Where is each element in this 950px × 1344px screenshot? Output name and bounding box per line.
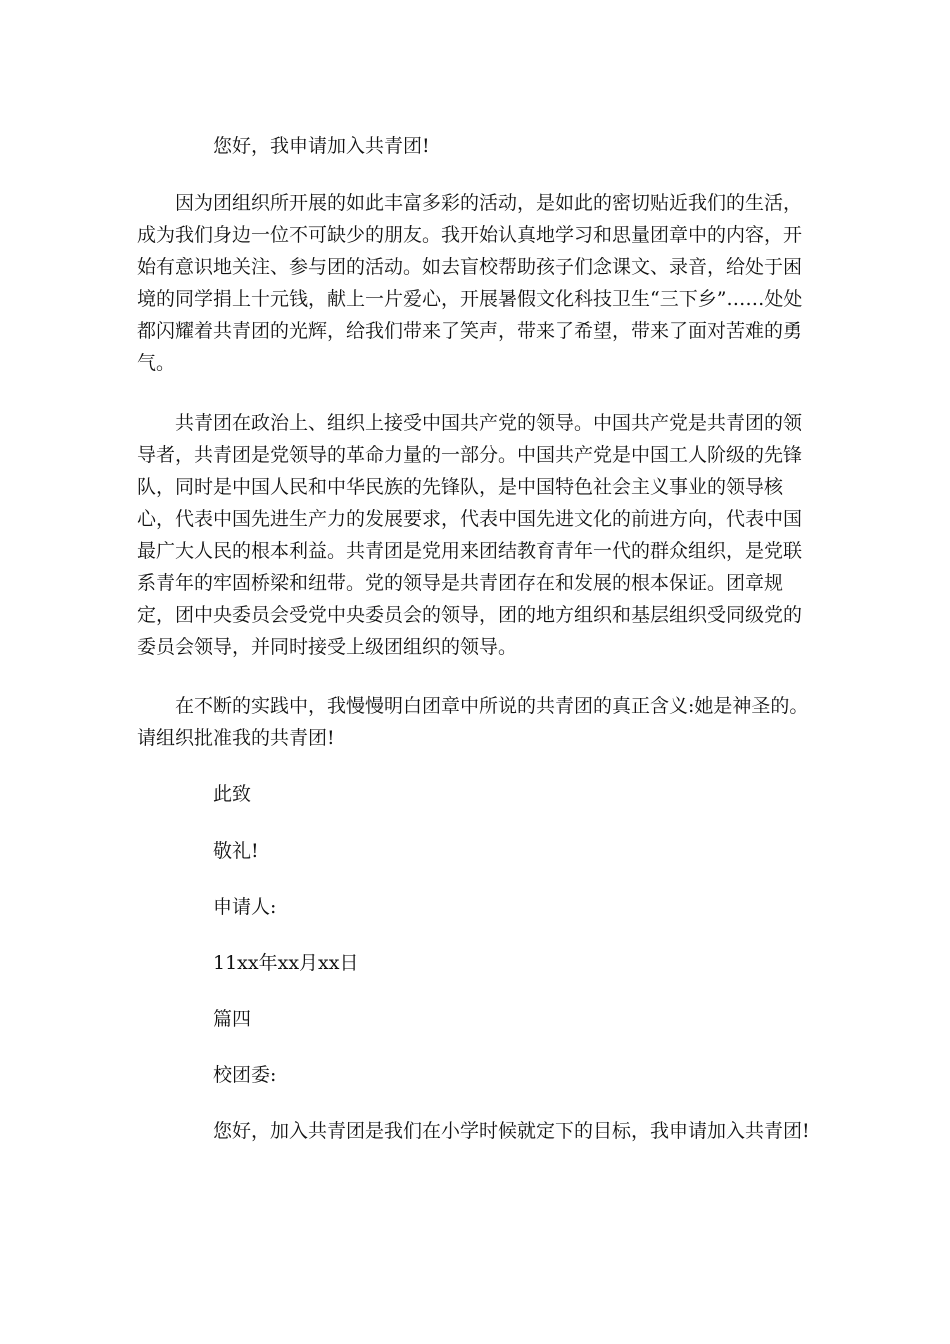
- section-title: 篇四: [213, 1008, 252, 1030]
- final-greeting-line: 您好，加入共青团是我们在小学时候就定下的目标，我申请加入共青团!: [213, 1120, 810, 1142]
- applicant-label: 申请人:: [213, 896, 277, 918]
- closing-line-2: 敬礼!: [213, 840, 259, 862]
- greeting-line: 您好，我申请加入共青团!: [213, 135, 430, 157]
- closing-line-1: 此致: [213, 783, 252, 805]
- addressee-line: 校团委:: [213, 1064, 277, 1086]
- paragraph-conclusion: 在不断的实践中，我慢慢明白团章中所说的共青团的真正含义:她是神圣的。请组织批准我的共青团!: [137, 695, 809, 749]
- date-line: 11xx年xx月xx日: [213, 952, 359, 974]
- paragraph-activities: 因为团组织所开展的如此丰富多彩的活动，是如此的密切贴近我们的生活，成为我们身边一位不可缺少的朋友。我开始认真地学习和思量团章中的内容，开始有意识地关注、参与团的活动。如去盲校帮助孩子们念课文、录音，给处于困境的同学捐上十元钱，献上一片爱心，开展暑假文化科技卫生“三下乡”……处处都闪耀着共青团的光辉，给我们带来了笑声，带来了希望，带来了面对苦难的勇气。: [137, 192, 803, 374]
- paragraph-party-leadership: 共青团在政治上、组织上接受中国共产党的领导。中国共产党是共青团的领导者，共青团是党领导的革命力量的一部分。中国共产党是中国工人阶级的先锋队，同时是中国人民和中华民族的先锋队，是中国特色社会主义事业的领导核心，代表中国先进生产力的发展要求，代表中国先进文化的前进方向，代表中国最广大人民的根本利益。共青团是党用来团结教育青年一代的群众组织，是党联系青年的牢固桥梁和纽带。党的领导是共青团存在和发展的根本保证。团章规定，团中央委员会受党中央委员会的领导，团的地方组织和基层组织受同级党的委员会领导，并同时接受上级团组织的领导。: [137, 412, 803, 658]
